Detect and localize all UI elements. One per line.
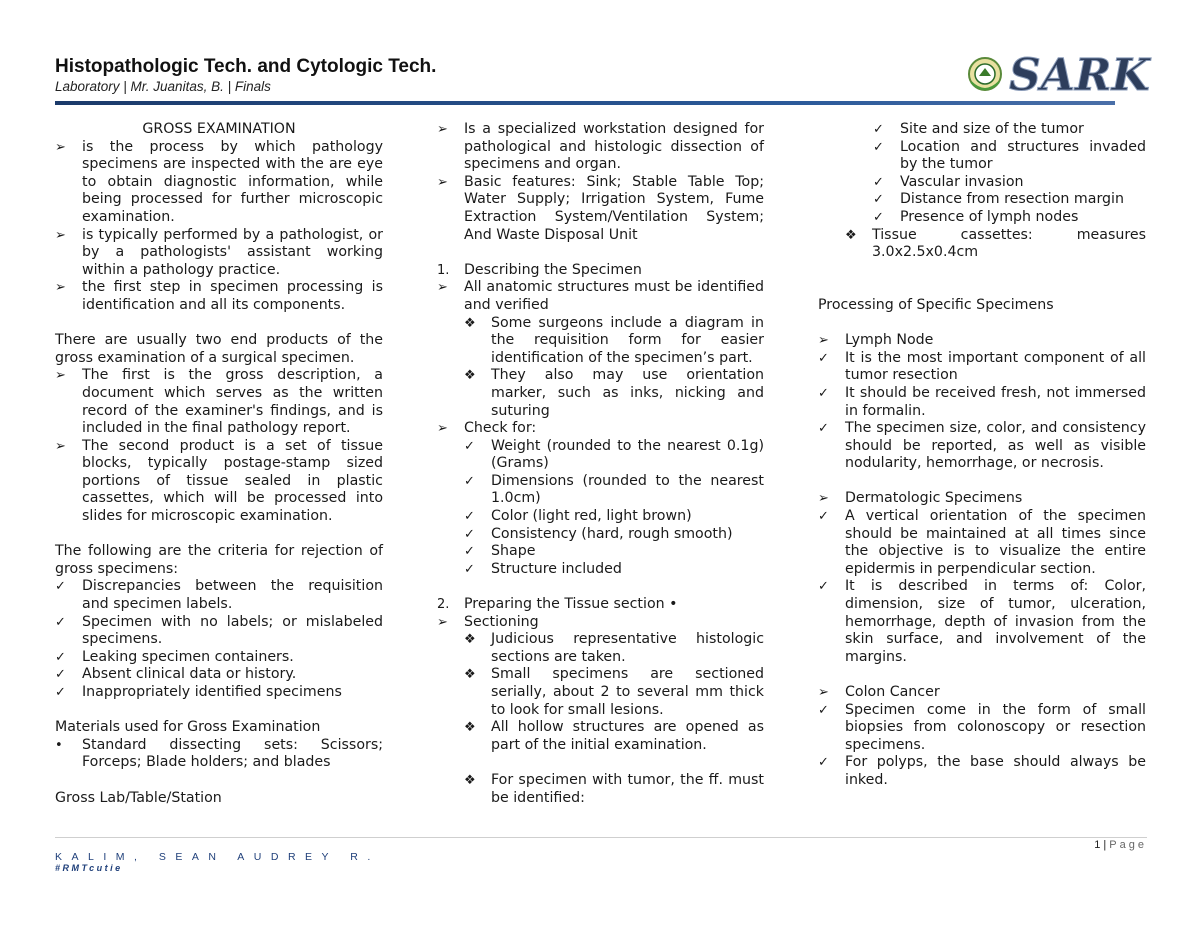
check-icon: ✓ (464, 473, 475, 489)
list-item: ➢ Sectioning (437, 613, 539, 630)
paragraph: The following are the criteria for rejection of gross specimens: (55, 543, 383, 577)
arrow-bullet-icon: ➢ (55, 227, 66, 243)
diamond-bullet-icon: ❖ (464, 315, 476, 331)
check-icon: ✓ (464, 509, 475, 525)
list-item: ➢ Check for: (437, 420, 537, 437)
column-2 (437, 121, 764, 807)
list-item: ❖ Some surgeons include a diagram in the requisition form for easier identification of the specimen’s part. (464, 314, 764, 366)
check-icon: ✓ (464, 561, 475, 577)
check-icon: ✓ (818, 385, 829, 401)
list-item: ✓ The specimen size, color, and consistency should be reported, as well as visible nodularity, hemorrhage, or necrosis. (818, 420, 1146, 472)
diamond-bullet-icon: ❖ (464, 632, 476, 648)
diamond-bullet-icon: ❖ (464, 772, 476, 788)
arrow-bullet-icon: ➢ (55, 438, 66, 454)
footer-rule (55, 837, 1147, 838)
check-icon: ✓ (55, 685, 66, 700)
logo-text: SARK (1009, 50, 1150, 101)
list-item: ✓ Location and structures invaded by the tumor (873, 138, 1146, 173)
arrow-bullet-icon: ➢ (818, 491, 829, 507)
check-icon: ✓ (818, 509, 829, 525)
document-title: Histopathologic Tech. and Cytologic Tech. (55, 56, 437, 77)
column-3 (818, 121, 1146, 790)
list-item: ✓ For polyps, the base should always be inked. (818, 754, 1146, 788)
column-1 (55, 121, 383, 807)
numbered-item: 2. Preparing the Tissue section • (437, 596, 678, 613)
arrow-bullet-icon: ➢ (437, 174, 448, 190)
list-item: ➢ Basic features: Sink; Stable Table Top; Water Supply; Irrigation System, Fume Extraction System/Ventilation System; And Waste Disposal Unit (437, 173, 764, 243)
list-item: ❖ Judicious representative histologic sections are taken. (464, 631, 764, 665)
list-item: ✓ Shape (464, 543, 536, 560)
arrow-bullet-icon: ➢ (437, 614, 448, 630)
arrow-bullet-icon: ➢ (55, 368, 66, 384)
arrow-bullet-icon: ➢ (437, 122, 448, 137)
list-item: • Standard dissecting sets: Scissors; Forceps; Blade holders; and blades (55, 736, 383, 771)
check-icon: ✓ (55, 614, 66, 630)
arrow-bullet-icon: ➢ (437, 421, 448, 437)
check-icon: ✓ (818, 421, 829, 437)
check-icon: ✓ (873, 209, 884, 225)
diamond-bullet-icon: ❖ (464, 720, 476, 736)
list-item: ✓ Absent clinical data or history. (55, 666, 297, 683)
list-item: ✓ Inappropriately identified specimens (55, 684, 342, 700)
number-marker: 2. (437, 597, 450, 613)
check-icon: ✓ (464, 544, 475, 560)
dot-bullet-icon: • (55, 737, 63, 753)
check-icon: ✓ (818, 755, 829, 771)
list-item: ✓ It should be received fresh, not immersed in formalin. (818, 384, 1146, 419)
list-item: ➢ Lymph Node (818, 332, 934, 349)
check-icon: ✓ (873, 192, 884, 208)
check-icon: ✓ (873, 122, 884, 137)
arrow-bullet-icon: ➢ (818, 333, 829, 349)
hashtag: #RMTcutie (55, 863, 123, 873)
number-marker: 1. (437, 262, 450, 278)
list-item: ➢ All anatomic structures must be identified and verified (437, 279, 764, 313)
list-item: ❖ Small specimens are sectioned serially, about 2 to several mm thick to look for small lesions. (464, 666, 764, 718)
section-heading: GROSS EXAMINATION (142, 121, 296, 137)
list-item: ➢ The first is the gross description, a document which serves as the written record of the examiner's findings, and is included in the final pathology report. (55, 367, 383, 437)
arrow-bullet-icon: ➢ (437, 280, 448, 296)
check-icon: ✓ (818, 350, 829, 366)
check-icon: ✓ (818, 579, 829, 595)
diamond-bullet-icon: ❖ (845, 227, 857, 243)
list-item: ➢ is typically performed by a pathologist, or by a pathologists' assistant working within a pathology practice. (55, 226, 383, 278)
list-item: ✓ Distance from resection margin (873, 191, 1124, 208)
list-item: ➢ Colon Cancer (818, 684, 940, 700)
list-item: ✓ A vertical orientation of the specimen should be maintained at all times since the objective is to visualize the entire epidermis in perpendicular section. (818, 508, 1146, 577)
check-icon: ✓ (818, 702, 829, 718)
check-icon: ✓ (55, 649, 66, 665)
list-item: ✓ Specimen come in the form of small biopsies from colonoscopy or resection specimens. (818, 701, 1146, 753)
paragraph: Processing of Specific Specimens (818, 296, 1054, 313)
arrow-bullet-icon: ➢ (818, 685, 829, 700)
list-item: ✓ Discrepancies between the requisition and specimen labels. (55, 578, 383, 613)
list-item: ✓ Specimen with no labels; or mislabeled specimens. (55, 613, 383, 648)
diamond-bullet-icon: ❖ (464, 368, 476, 384)
check-icon: ✓ (55, 667, 66, 683)
school-seal-icon (969, 58, 1001, 90)
list-item: ❖ Tissue cassettes: measures 3.0x2.5x0.4cm (845, 226, 1146, 261)
paragraph: Materials used for Gross Examination (55, 719, 321, 736)
numbered-item: 1. Describing the Specimen (437, 261, 642, 278)
sark-logo (965, 46, 1150, 102)
list-item: ➢ Dermatologic Specimens (818, 490, 1023, 507)
check-icon: ✓ (873, 139, 884, 155)
page-number: 1 | Page (1094, 839, 1147, 851)
document-subtitle: Laboratory | Mr. Juanitas, B. | Finals (55, 79, 271, 94)
list-item: ✓ Presence of lymph nodes (873, 208, 1079, 225)
paragraph: There are usually two end products of the gross examination of a surgical specimen. (55, 332, 383, 366)
list-item: ❖ For specimen with tumor, the ff. must be identified: (464, 771, 764, 806)
list-item: ✓ Weight (rounded to the nearest 0.1g) (Grams) (464, 437, 764, 472)
list-item: ✓ It is the most important component of all tumor resection (818, 349, 1146, 384)
list-item: ✓ Structure included (464, 560, 622, 577)
arrow-bullet-icon: ➢ (55, 280, 66, 296)
list-item: ➢ the first step in specimen processing is identification and all its components. (55, 279, 383, 313)
diamond-bullet-icon: ❖ (464, 667, 476, 683)
check-icon: ✓ (873, 174, 884, 190)
list-item: ✓ Dimensions (rounded to the nearest 1.0cm) (464, 472, 764, 507)
list-item: ❖ They also may use orientation marker, such as inks, nicking and suturing (464, 367, 764, 419)
list-item: ✓ It is described in terms of: Color, dimension, size of tumor, ulceration, hemorrhage, depth of invasion from the skin surface, and involvement of the margins. (818, 578, 1146, 665)
arrow-bullet-icon: ➢ (55, 139, 66, 155)
list-item: ✓ Consistency (hard, rough smooth) (464, 525, 733, 542)
list-item: ➢ The second product is a set of tissue blocks, typically postage-stamp sized portions of tissue sealed in plastic cassettes, which will be processed into slides for microscopic examination. (55, 437, 383, 525)
document-header (55, 56, 436, 94)
list-item: ❖ All hollow structures are opened as part of the initial examination. (464, 719, 764, 753)
list-item: ➢ Is a specialized workstation designed for pathological and histologic dissection of specimens and organ. (437, 121, 764, 173)
list-item: ✓ Site and size of the tumor (873, 121, 1084, 137)
check-icon: ✓ (464, 438, 475, 454)
header-rule (55, 101, 1115, 105)
paragraph: Gross Lab/Table/Station (55, 789, 222, 806)
check-icon: ✓ (55, 579, 66, 595)
author-name: KALIM, SEAN AUDREY R. (55, 851, 380, 863)
list-item: ✓ Leaking specimen containers. (55, 648, 294, 665)
list-item: ✓ Color (light red, light brown) (464, 508, 692, 525)
check-icon: ✓ (464, 526, 475, 542)
list-item: ➢ is the process by which pathology specimens are inspected with the are eye to obtain diagnostic information, while being processed for further microscopic examination. (55, 138, 383, 225)
list-item: ✓ Vascular invasion (873, 173, 1024, 190)
